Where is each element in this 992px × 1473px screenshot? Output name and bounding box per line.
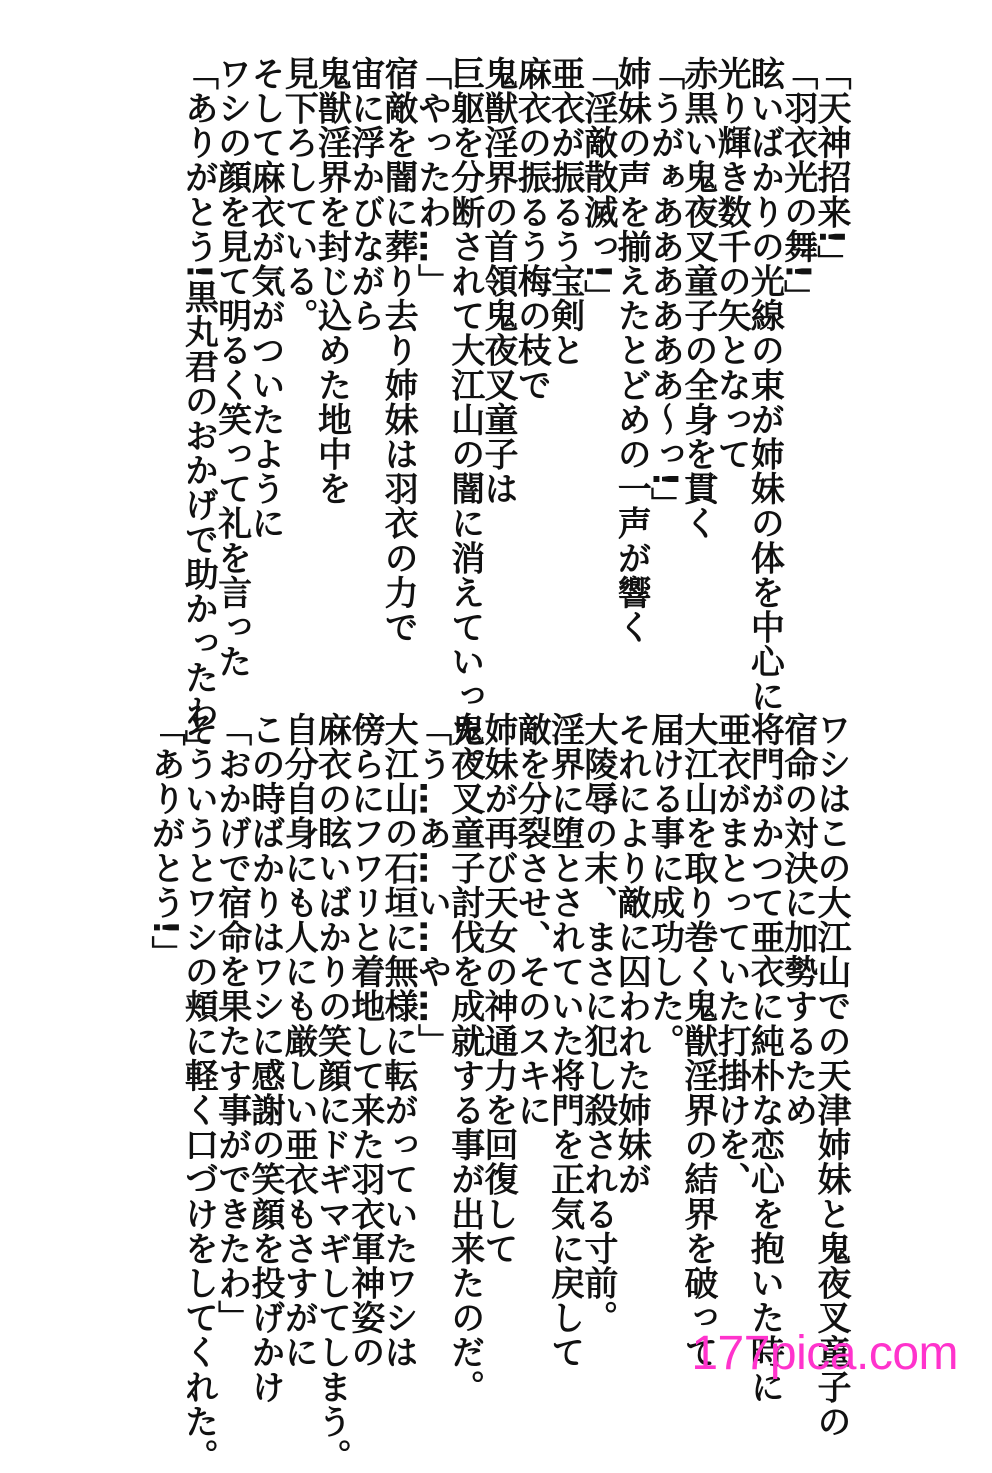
text-line: 「ありがとう!黒丸君のおかげで助かったわ」 [178, 56, 219, 765]
text-line: 大江山の石垣に無様に転がっていたワシは [378, 712, 419, 1370]
text-line: 届ける事に成功した。 [644, 712, 685, 1058]
text-line: 敵を分裂させ、そのスキに [511, 712, 552, 1128]
text-line: 大江山を取り巻く鬼獣淫界の結界を破って [677, 712, 718, 1370]
text-line: 巨躯を分断されて大江山の闇に消えていった。 [444, 56, 485, 783]
text-line: ワシはこの大江山での天津姉妹と鬼夜叉童子の [811, 712, 851, 1439]
text-line: 淫界に堕とされていた将門を正気に戻して [544, 712, 585, 1370]
text-line: 亜衣がまとっていた打掛けを、 [711, 712, 752, 1197]
text-line: そういうとワシの頬に軽く口づけをしてくれた。 [178, 712, 219, 1473]
text-line: 鬼獣淫界を封じ込めた地中を [311, 56, 352, 506]
text-line: この時ばかりはワシに感謝の笑顔を投げかけ [244, 712, 285, 1404]
text-line: 麻衣の眩いばかりの笑顔にドギマギしてしまう。 [311, 712, 352, 1473]
text-line: 鬼獣淫界の首領鬼夜叉童子は [478, 56, 519, 506]
text-line: 自分自身にも人にも厳しい亜衣もさすがに [278, 712, 319, 1370]
text-line: 鬼夜叉童子討伐を成就する事が出来たのだ。 [444, 712, 485, 1404]
text-line: 「やったわ…」 [411, 56, 452, 299]
text-line: 姉妹が再び天女の神通力を回復して [478, 712, 519, 1266]
text-line: 傍らにフワリと着地して来た羽衣軍神姿の [344, 712, 385, 1370]
text-line: 「羽衣光の舞!」 [777, 56, 818, 315]
top-text-block [137, 56, 851, 783]
text-line: 「う…あ…い…や…」 [411, 712, 452, 1058]
text-line: 「淫敵散滅っ!」 [577, 56, 618, 315]
text-line: 大陵辱の末、まさに犯し殺される寸前。 [577, 712, 618, 1335]
text-line: 光り輝き数千の矢となって [711, 56, 752, 472]
text-line: 麻衣の振るう梅の枝で [511, 56, 552, 402]
text-line: 姉妹の声を揃えたとどめの一声が響く [611, 56, 652, 645]
text-line: それにより敵に囚われた姉妹が [611, 712, 652, 1197]
text-line: 宙に浮かびながら [344, 56, 385, 333]
watermark: 177pica.com [691, 1327, 958, 1380]
text-line: 「天神招来!」 [811, 56, 851, 280]
text-line: 将門がかつて亜衣に純朴な恋心を抱いた時に [744, 712, 785, 1404]
text-line: 眩いばかりの光線の束が姉妹の体を中心に [744, 56, 785, 714]
text-line: 「ありがとう!」 [145, 712, 186, 971]
text-line: 亜衣が振るう宝剣と [544, 56, 585, 368]
text-line: 宿命の対決に加勢するため [777, 712, 818, 1128]
text-line: 宿敵を闇に葬り去り姉妹は羽衣の力で [378, 56, 419, 645]
text-line: ワシの顔を見て明るく笑って礼を言った [211, 56, 252, 679]
text-line: 赤黒い鬼夜叉童子の全身を貫く [677, 56, 718, 541]
text-line: そして麻衣が気がついたように [244, 56, 285, 541]
text-line: 見下ろしている。 [278, 56, 319, 333]
text-line: 「うがぁああああああ〜っ!」 [644, 56, 685, 522]
text-line: 「おかげで宿命を果たす事ができたわ」 [211, 712, 252, 1335]
